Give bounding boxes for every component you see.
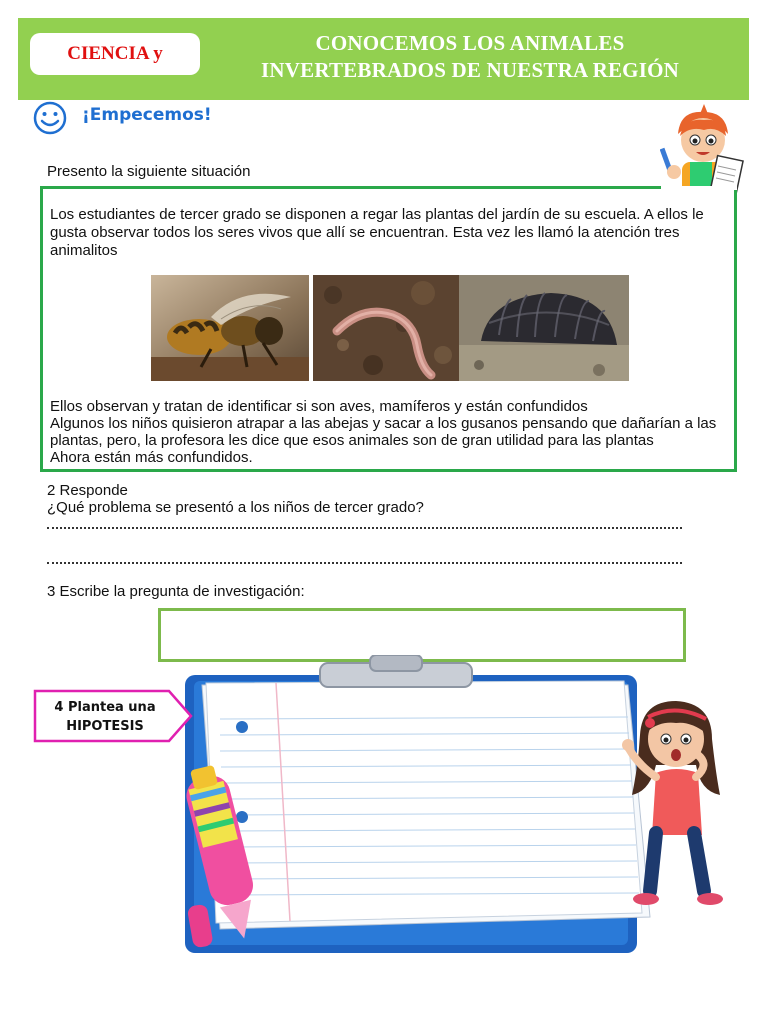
page-title (215, 30, 725, 84)
girl-illustration (620, 695, 730, 910)
clipboard-illustration (180, 655, 670, 955)
boy-illustration (660, 104, 744, 196)
page-title-line2: INVERTEBRADOS DE NUESTRA REGIÓN (261, 58, 679, 82)
question-2-text: ¿Qué problema se presentó a los niños de tercer grado? (47, 499, 424, 516)
answer-line-1[interactable] (47, 527, 682, 529)
hypothesis-line-1: 4 Plantea una (54, 700, 156, 715)
worm-photo (313, 275, 459, 381)
situation-line-1: Ellos observan y tratan de identificar si son aves, mamíferos y están confundidos (50, 398, 588, 415)
intro-text: Presento la siguiente situación (47, 163, 251, 180)
situation-line-3: Ahora están más confundidos. (50, 449, 253, 466)
page-title-line1: CONOCEMOS LOS ANIMALES (315, 31, 625, 55)
hypothesis-line-2: HIPOTESIS (66, 719, 144, 734)
question-2-heading: 2 Responde (47, 482, 128, 499)
bee-photo (151, 275, 309, 381)
question-3: 3 Escribe la pregunta de investigación: (47, 583, 305, 600)
subject-badge: CIENCIA y (30, 33, 200, 75)
research-question-box[interactable] (158, 608, 686, 662)
smiley-icon (33, 101, 67, 135)
situation-line-2: Algunos los niños quisieron atrapar a las abejas y sacar a los gusanos pensando que dañarían a las plantas, pero, la profesora les dice que esos animales son de gran utilidad para las plantas (50, 415, 717, 449)
start-label: ¡Empecemos! (82, 105, 212, 125)
pillbug-photo (459, 275, 629, 381)
question-2 (47, 482, 424, 516)
box-gap (661, 186, 737, 190)
answer-line-2[interactable] (47, 562, 682, 564)
situation-paragraph-1: Los estudiantes de tercer grado se disponen a regar las plantas del jardín de su escuela. A ellos le gusta observar todos los seres vivos que allí se encuentran. Esta vez les llamó la atención tres animalitos (50, 206, 704, 259)
situation-paragraph-2 (50, 398, 730, 466)
hypothesis-label (40, 698, 170, 736)
